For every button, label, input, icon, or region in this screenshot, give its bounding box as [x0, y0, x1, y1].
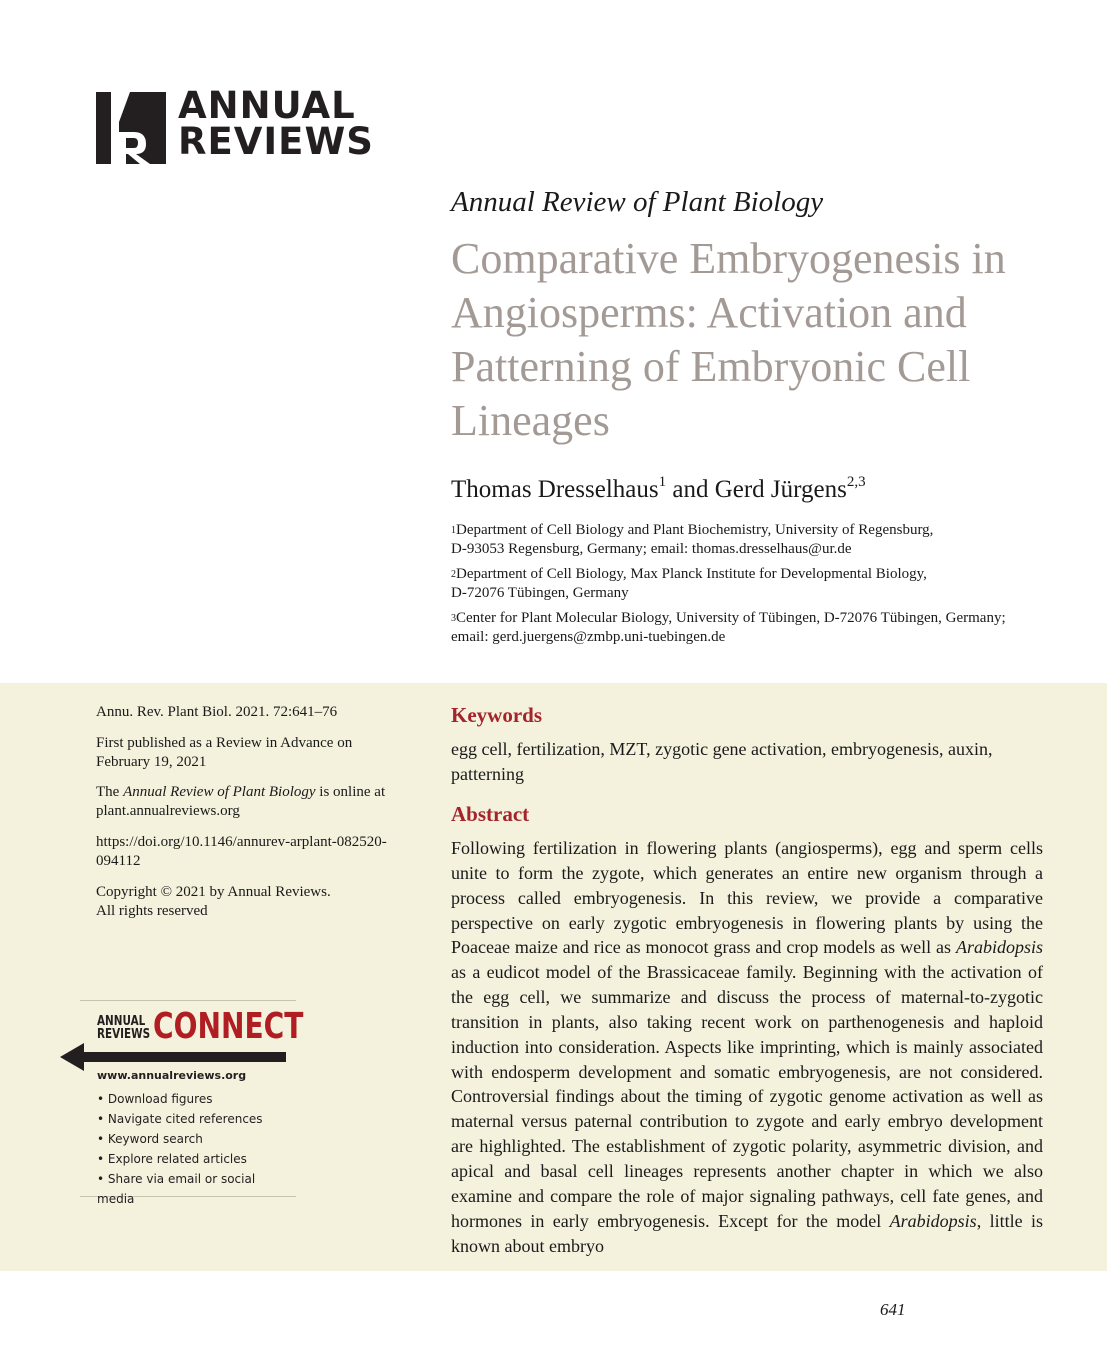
- journal-url-link[interactable]: plant.annualreviews.org: [96, 802, 240, 819]
- keywords-heading: Keywords: [451, 703, 542, 727]
- affiliation-marker: 1: [658, 474, 667, 490]
- abstract-heading: Abstract: [451, 802, 530, 826]
- affiliation-marker: 2,3: [846, 474, 866, 490]
- logo-line-reviews: REVIEWS: [178, 120, 374, 163]
- annual-reviews-connect-box: [80, 1000, 304, 1206]
- affiliation: $^1$Department of Cell Biology and Plant Biochemistry, University of Regensburg, D-93053 Regensburg, Germany; email: thomas.dresselhaus@ur.de: [451, 522, 934, 557]
- connect-url-link[interactable]: www.annualreviews.org: [97, 1069, 247, 1082]
- connect-title: CONNECT: [153, 1006, 304, 1047]
- abstract-body: Following fertilization in flowering plants (angiosperms), egg and sperm cells unite to form the zygote, which generates an entire new organism through a process called embryogenesis. In this review, we provide a comparative perspective on early zygotic embryogenesis in flowering plants by using the Poaceae maize and rice as monocot grass and crop models as well as Arabidopsis as a eudicot model of the Brassicaceae family. Beginning with the activation of the egg cell, we summarize and discuss the process of maternal-to-zygotic transition in plants, also taking recent work on parthenogenesis and haploid induction into consideration. Aspects like imprinting, which is mainly associated with endosperm development and somatic embryogenesis, are not considered. Controversial findings about the timing of zygotic genome activation as well as maternal versus paternal contribution to zygote and early embryo development are highlighted. The establishment of zygotic polarity, asymmetric division, and apical and basal cell lineages represents another chapter in which we also examine and compare the role of major signaling pathways, cell fate genes, and hormones in early embryogenesis. Except for the model Arabidopsis, little is known about embryo: [451, 838, 1044, 1256]
- publication-date: First published as a Review in Advance on February 19, 2021: [96, 735, 353, 770]
- copyright: Copyright © 2021 by Annual Reviews. All rights reserved: [96, 884, 331, 919]
- affiliation: $^2$Department of Cell Biology, Max Planck Institute for Developmental Biology, D-72076 Tübingen, Germany: [451, 566, 927, 601]
- ar-logo-icon: [96, 92, 166, 164]
- author-name: Thomas Dresselhaus: [451, 476, 659, 503]
- list-item: • Explore related articles: [97, 1149, 296, 1169]
- affiliation: $^3$Center for Plant Molecular Biology, University of Tübingen, D-72076 Tübingen, Germany; email: gerd.juergens@zmbp.uni-tuebingen.de: [451, 610, 1006, 645]
- list-item: • Keyword search: [97, 1129, 296, 1149]
- annual-reviews-logo: [96, 84, 376, 166]
- author-conjunction: and: [666, 476, 715, 503]
- page-number: 641: [880, 1300, 906, 1319]
- connect-feature-list: [97, 1089, 296, 1209]
- journal-name: Annual Review of Plant Biology: [451, 186, 824, 218]
- online-info: The Annual Review of Plant Biology is online at plant.annualreviews.org: [96, 784, 386, 819]
- logo-line-annual: ANNUAL: [178, 84, 356, 127]
- article-title: Comparative Embryogenesis in Angiosperms: Activation and Patterning of Embryonic Cell Lineages: [451, 234, 1006, 445]
- list-item: • Download figures: [97, 1089, 296, 1109]
- doi-link[interactable]: https://doi.org/10.1146/annurev-arplant-082520- 094112: [96, 834, 387, 869]
- connect-logo-text: ANNUAL REVIEWS: [97, 1014, 151, 1042]
- citation: Annu. Rev. Plant Biol. 2021. 72:641–76: [96, 704, 338, 720]
- keywords-list: egg cell, fertilization, MZT, zygotic gene activation, embryogenesis, auxin, patterning: [451, 739, 993, 784]
- author-line: [451, 476, 866, 504]
- author-name: Gerd Jürgens: [714, 476, 847, 503]
- list-item: • Share via email or social media: [97, 1169, 296, 1209]
- list-item: • Navigate cited references: [97, 1109, 296, 1129]
